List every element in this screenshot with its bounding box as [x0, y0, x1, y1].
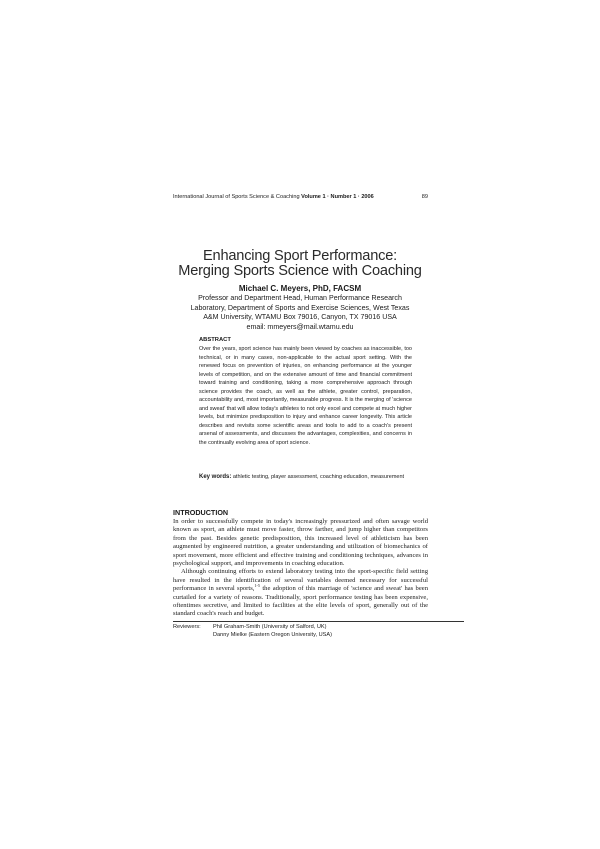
introduction-paragraph-2 — [173, 568, 428, 618]
author-email: email: mmeyers@mail.wtamu.edu — [246, 322, 354, 331]
author-name: Michael C. Meyers, PhD, FACSM — [238, 284, 362, 293]
issue-info: Volume 1 · Number 1 · 2006 — [301, 194, 374, 200]
reviewers-label: Reviewers: — [173, 624, 201, 630]
introduction-body — [173, 518, 428, 619]
page-number: 89 — [421, 194, 428, 200]
introduction-paragraph-1: In order to successfully compete in today's increasingly pressurized and often savage world known as sport, an athlete must move faster, throw farther, and jump higher than competitors from the past. Besides genetic predisposition, this increased level of athleticism has been augmented by engineered nutrition, a greater understanding and utilization of biomechanics of sport movement, more efficient and effective training and conditioning techniques, advances in psychological support, and improvements in coaching education. — [173, 518, 428, 568]
keywords — [199, 473, 412, 481]
keywords-label: Key words: — [199, 474, 232, 480]
paragraph-2-part-1: Although continuing efforts to extend laboratory testing into the sport-specific field setting have resulted in the identification of several variables deemed necessary for successful performance in several sports, — [173, 568, 428, 593]
keywords-list: athletic testing, player assessment, coaching education, measurement — [232, 474, 405, 480]
reviewer-1: Phil Graham-Smith (University of Salford, UK) — [213, 624, 327, 630]
abstract-heading: ABSTRACT — [199, 337, 231, 343]
affiliation-line-2: Laboratory, Department of Sports and Exercise Sciences, West Texas — [190, 303, 410, 312]
journal-name: International Journal of Sports Science & Coaching — [173, 194, 300, 200]
running-head — [173, 193, 428, 201]
paragraph-2-part-2: the adoption of this marriage of 'science and sweat' has been curtailed for a variety of reasons. Traditionally, sport performance testing has been expensive, oftentimes secretive, and limited to facilities at the elite levels of sport, generally out of the standard coach's reach and budget. — [173, 585, 428, 618]
author-affiliation — [150, 294, 450, 332]
article-title — [150, 249, 450, 279]
introduction-heading: INTRODUCTION — [173, 508, 229, 517]
abstract-body: Over the years, sport science has mainly been viewed by coaches as inaccessible, too technical, or in many cases, non-applicable to the actual sport setting. With the renewed focus on prevention of injuries, on enhancing performance at the younger levels of competition, and on the extensive amount of time and financial commitment toward training and conditioning, taking a more comprehensive approach through science provides the coach, as well as the athlete, greater control, preparation, accountability and, most importantly, measurable progress. It is the merging of 'science and sweat' that will allow today's athletes to not only excel and compete at much higher levels, but minimize predisposition to injury and enhance career longevity. This article describes and revisits some scientific areas and tools to add to a coach's present arsenal of assessments, and discusses the advantages, complexities, and concerns in the continually evolving area of sport science. — [199, 346, 412, 447]
affiliation-line-3: A&M University, WTAMU Box 79016, Canyon, TX 79016 USA — [203, 313, 397, 322]
citation-reference: 1-5 — [254, 583, 261, 589]
affiliation-line-1: Professor and Department Head, Human Performance Research — [198, 294, 402, 302]
title-line-2: Merging Sports Science with Coaching — [178, 263, 422, 279]
reviewers-list — [213, 623, 332, 639]
footer-divider — [173, 621, 464, 622]
title-line-1: Enhancing Sport Performance: — [203, 248, 397, 264]
reviewer-2: Danny Mielke (Eastern Oregon University, USA) — [213, 632, 332, 638]
